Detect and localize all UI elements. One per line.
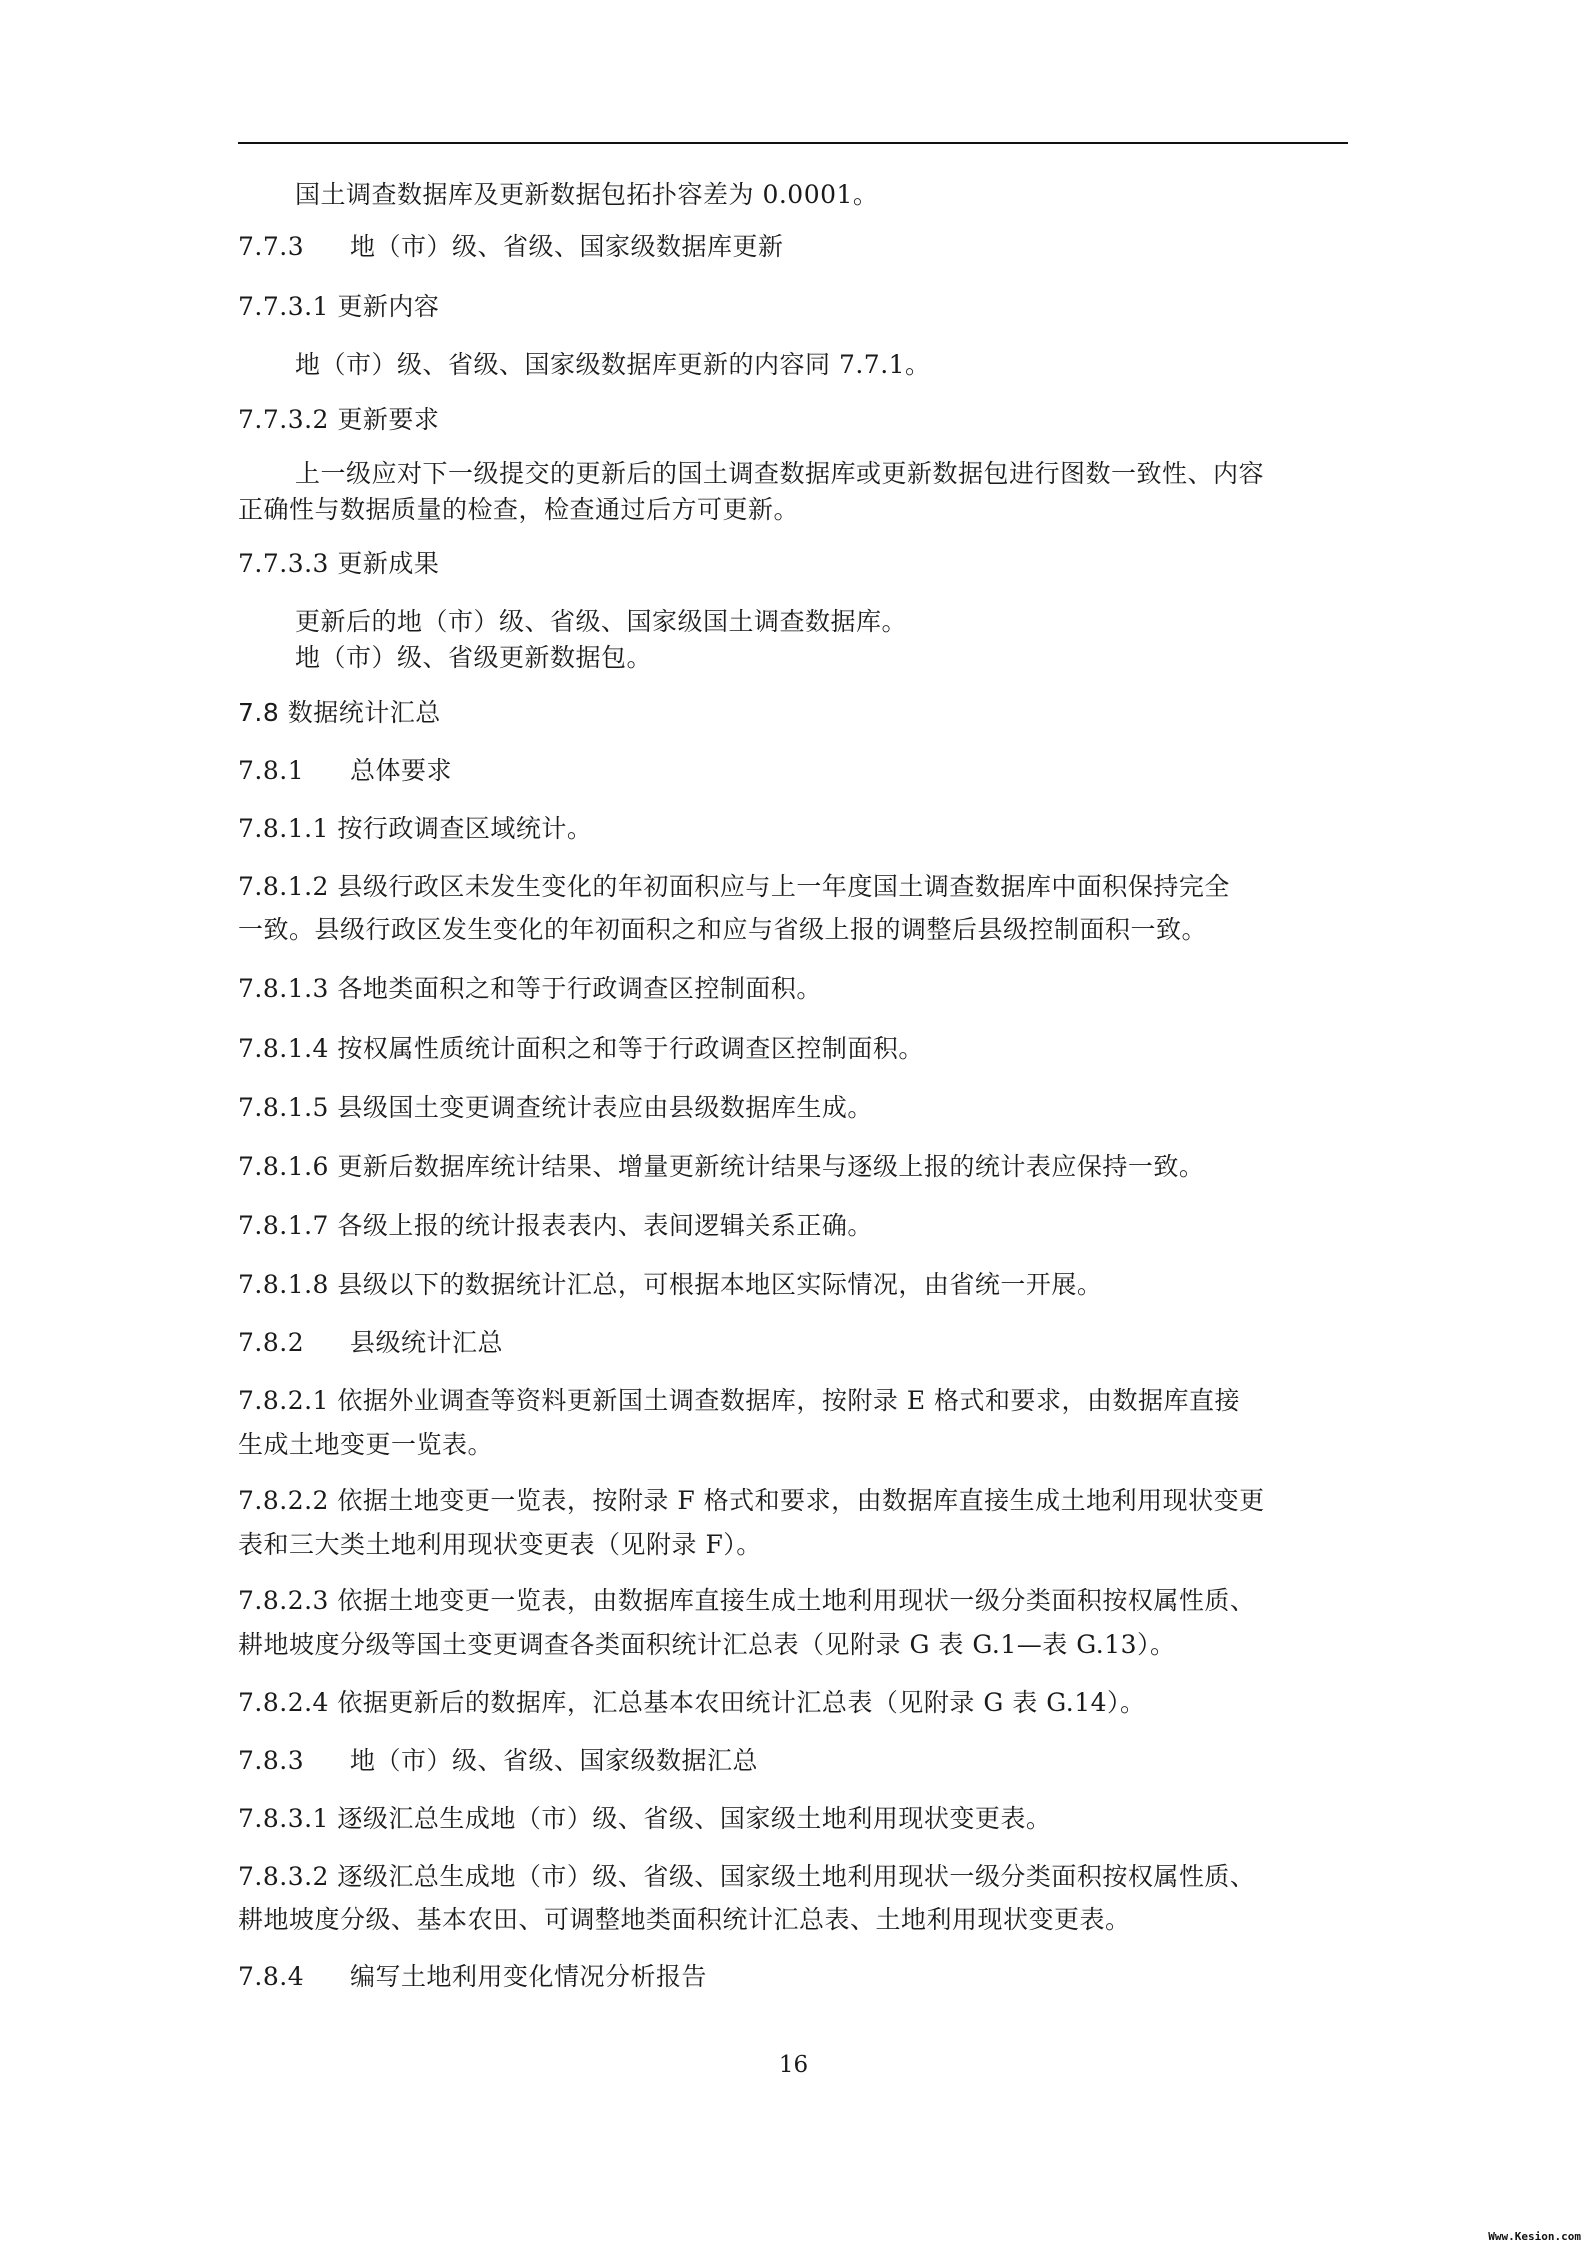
text-line: 7.8.3.1 逐级汇总生成地（市）级、省级、国家级土地利用现状变更表。 — [238, 1804, 1052, 1833]
section-heading-7-8-2 — [238, 1326, 503, 1360]
section-number: 7.8.3 — [238, 1746, 305, 1775]
text-line: 7.8.1.7 各级上报的统计报表表内、表间逻辑关系正确。 — [238, 1211, 873, 1240]
section-heading-7-8-4 — [238, 1960, 707, 1994]
text-line: 正确性与数据质量的检查，检查通过后方可更新。 — [238, 495, 800, 524]
section-heading-7-7-3 — [238, 230, 784, 264]
watermark: Www.Kesion.com — [1488, 2230, 1581, 2243]
header-rule — [238, 142, 1348, 144]
subsection-heading: 7.7.3.1 更新内容 — [238, 292, 440, 321]
text-line: 7.8.1.2 县级行政区未发生变化的年初面积应与上一年度国土调查数据库中面积保持完全 — [238, 872, 1230, 901]
text-line: 耕地坡度分级等国土变更调查各类面积统计汇总表（见附录 G 表 G.1—表 G.13）。 — [238, 1630, 1176, 1659]
section-number: 7.7.3 — [238, 232, 305, 261]
text-line: 7.8.1.4 按权属性质统计面积之和等于行政调查区控制面积。 — [238, 1034, 924, 1063]
text-line: 一致。县级行政区发生变化的年初面积之和应与省级上报的调整后县级控制面积一致。 — [238, 915, 1208, 944]
section-number: 7.8.1 — [238, 756, 305, 785]
text-line: 更新后的地（市）级、省级、国家级国土调查数据库。 — [295, 607, 908, 636]
section-title: 地（市）级、省级、国家级数据汇总 — [350, 1746, 759, 1775]
subsection-heading: 7.7.3.3 更新成果 — [238, 549, 440, 578]
text-line: 上一级应对下一级提交的更新后的国土调查数据库或更新数据包进行图数一致性、内容 — [295, 459, 1265, 488]
text-line: 7.8.2.3 依据土地变更一览表，由数据库直接生成土地利用现状一级分类面积按权属性质、 — [238, 1586, 1256, 1615]
section-title: 县级统计汇总 — [350, 1328, 504, 1357]
section-number: 7.8.2 — [238, 1328, 305, 1357]
text-line: 生成土地变更一览表。 — [238, 1430, 494, 1459]
section-heading-7-8-3 — [238, 1744, 758, 1778]
text-line: 地（市）级、省级、国家级数据库更新的内容同 7.7.1。 — [295, 350, 931, 379]
text-line: 耕地坡度分级、基本农田、可调整地类面积统计汇总表、土地利用现状变更表。 — [238, 1905, 1131, 1934]
text-line: 7.8.2.1 依据外业调查等资料更新国土调查数据库，按附录 E 格式和要求，由数据库直接 — [238, 1386, 1241, 1415]
text-line: 7.8.1.3 各地类面积之和等于行政调查区控制面积。 — [238, 974, 822, 1003]
subsection-heading: 7.7.3.2 更新要求 — [238, 405, 440, 434]
text-line: 7.8.1.1 按行政调查区域统计。 — [238, 814, 593, 843]
section-title: 地（市）级、省级、国家级数据库更新 — [350, 232, 784, 261]
text-line: 地（市）级、省级更新数据包。 — [295, 643, 653, 672]
text-line: 7.8.2.2 依据土地变更一览表，按附录 F 格式和要求，由数据库直接生成土地利用现状变更 — [238, 1486, 1265, 1515]
text-line: 表和三大类土地利用现状变更表（见附录 F）。 — [238, 1530, 762, 1559]
section-title: 总体要求 — [350, 756, 453, 785]
page-number: 16 — [778, 2052, 809, 2078]
text-line: 7.8.1.6 更新后数据库统计结果、增量更新统计结果与逐级上报的统计表应保持一致。 — [238, 1152, 1205, 1181]
chapter-heading-7-8: 7.8 数据统计汇总 — [238, 698, 441, 727]
section-heading-7-8-1 — [238, 754, 452, 788]
text-line: 7.8.3.2 逐级汇总生成地（市）级、省级、国家级土地利用现状一级分类面积按权属性质、 — [238, 1862, 1256, 1891]
text-line: 7.8.1.5 县级国土变更调查统计表应由县级数据库生成。 — [238, 1093, 873, 1122]
text-line: 7.8.1.8 县级以下的数据统计汇总，可根据本地区实际情况，由省统一开展。 — [238, 1270, 1103, 1299]
text-line: 7.8.2.4 依据更新后的数据库，汇总基本农田统计汇总表（见附录 G 表 G.14）。 — [238, 1688, 1146, 1717]
section-title: 编写土地利用变化情况分析报告 — [350, 1962, 708, 1991]
text-line: 国土调查数据库及更新数据包拓扑容差为 0.0001。 — [295, 180, 879, 209]
section-number: 7.8.4 — [238, 1962, 305, 1991]
